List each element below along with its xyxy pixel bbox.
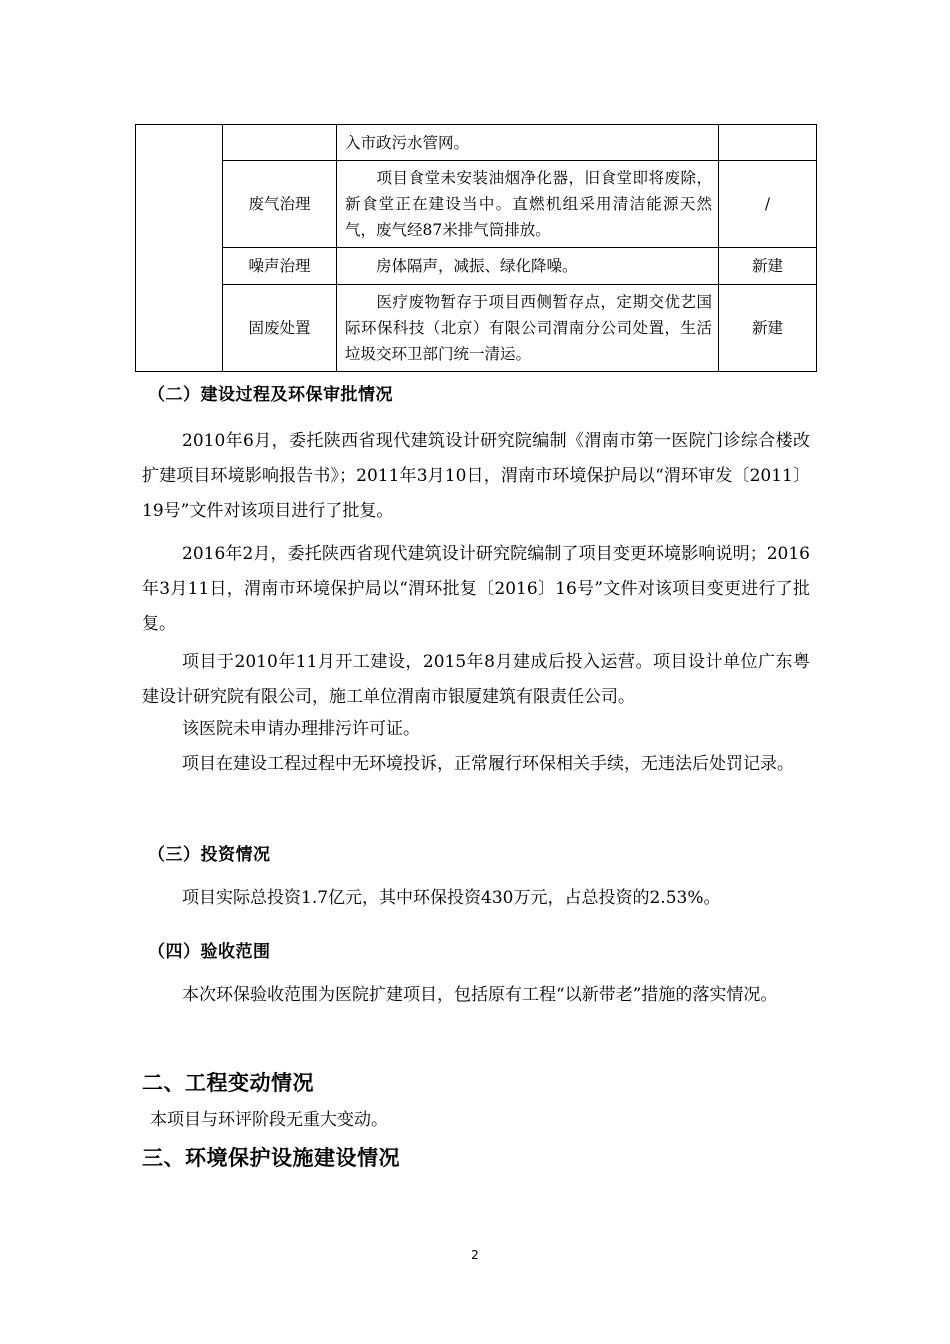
paragraph: 项目于2010年11月开工建设，2015年8月建成后投入运营。项目设计单位广东粤建设计研究院有限公司，施工单位渭南市银厦建筑有限责任公司。 [142, 652, 810, 707]
section-heading: （二）建设过程及环保审批情况 [148, 385, 393, 405]
table-cell-desc [337, 125, 719, 161]
table-cell-item: 固废处置 [223, 285, 337, 372]
paragraph: 本项目与环评阶段无重大变动。 [150, 1110, 388, 1130]
table-cell-note: 新建 [719, 285, 817, 372]
paragraph: 本次环保验收范围为医院扩建项目，包括原有工程“以新带老”措施的落实情况。 [182, 985, 778, 1005]
table-row [136, 285, 817, 372]
table-cell-text: 医疗废物暂存于项目西侧暂存点，定期交优艺国际环保科技（北京）有限公司渭南分公司处置，生活垃圾交环卫部门统一清运。 [345, 293, 712, 363]
table-cell-desc [337, 161, 719, 248]
table-cell-item [223, 125, 337, 161]
paragraph: 项目实际总投资1.7亿元，其中环保投资430万元，占总投资的2.53%。 [182, 888, 721, 908]
table-cell-desc [337, 285, 719, 372]
paragraph: 2010年6月，委托陕西省现代建筑设计研究院编制《渭南市第一医院门诊综合楼改扩建项目环境影响报告书》；2011年3月10日，渭南市环境保护局以“渭环审发〔2011〕19号”文件对该项目进行了批复。 [142, 431, 810, 521]
table-cell-note: 新建 [719, 248, 817, 285]
paragraph: 项目在建设工程过程中无环境投诉，正常履行环保相关手续，无违法后处罚记录。 [182, 754, 794, 774]
section-heading: （四）验收范围 [148, 942, 271, 962]
table-cell-text: 入市政污水管网。 [345, 133, 470, 152]
paragraph: 2016年2月，委托陕西省现代建筑设计研究院编制了项目变更环境影响说明；2016年3月11日，渭南市环境保护局以“渭环批复〔2016〕16号”文件对该项目变更进行了批复。 [142, 544, 810, 634]
chapter-heading: 二、工程变动情况 [142, 1071, 314, 1095]
table-cell-text: 房体隔声，减振、绿化降噪。 [376, 257, 578, 275]
table-row [136, 125, 817, 161]
section-heading: （三）投资情况 [148, 845, 271, 865]
paragraph: 该医院未申请办理排污许可证。 [182, 719, 420, 739]
table-row [136, 248, 817, 285]
environment-measures-table [135, 124, 817, 372]
table-cell-text: 项目食堂未安装油烟净化器，旧食堂即将废除，新食堂正在建设当中。直燃机组采用清洁能源天然气，废气经87米排气筒排放。 [345, 169, 712, 239]
table-cell-item: 噪声治理 [223, 248, 337, 285]
table-cell-category [136, 125, 223, 372]
table-cell-item: 废气治理 [223, 161, 337, 248]
table-cell-desc [337, 248, 719, 285]
page-number: 2 [471, 1248, 479, 1262]
table-cell-note [719, 125, 817, 161]
chapter-heading: 三、环境保护设施建设情况 [142, 1146, 400, 1170]
table-cell-note: / [719, 161, 817, 248]
table-row [136, 161, 817, 248]
